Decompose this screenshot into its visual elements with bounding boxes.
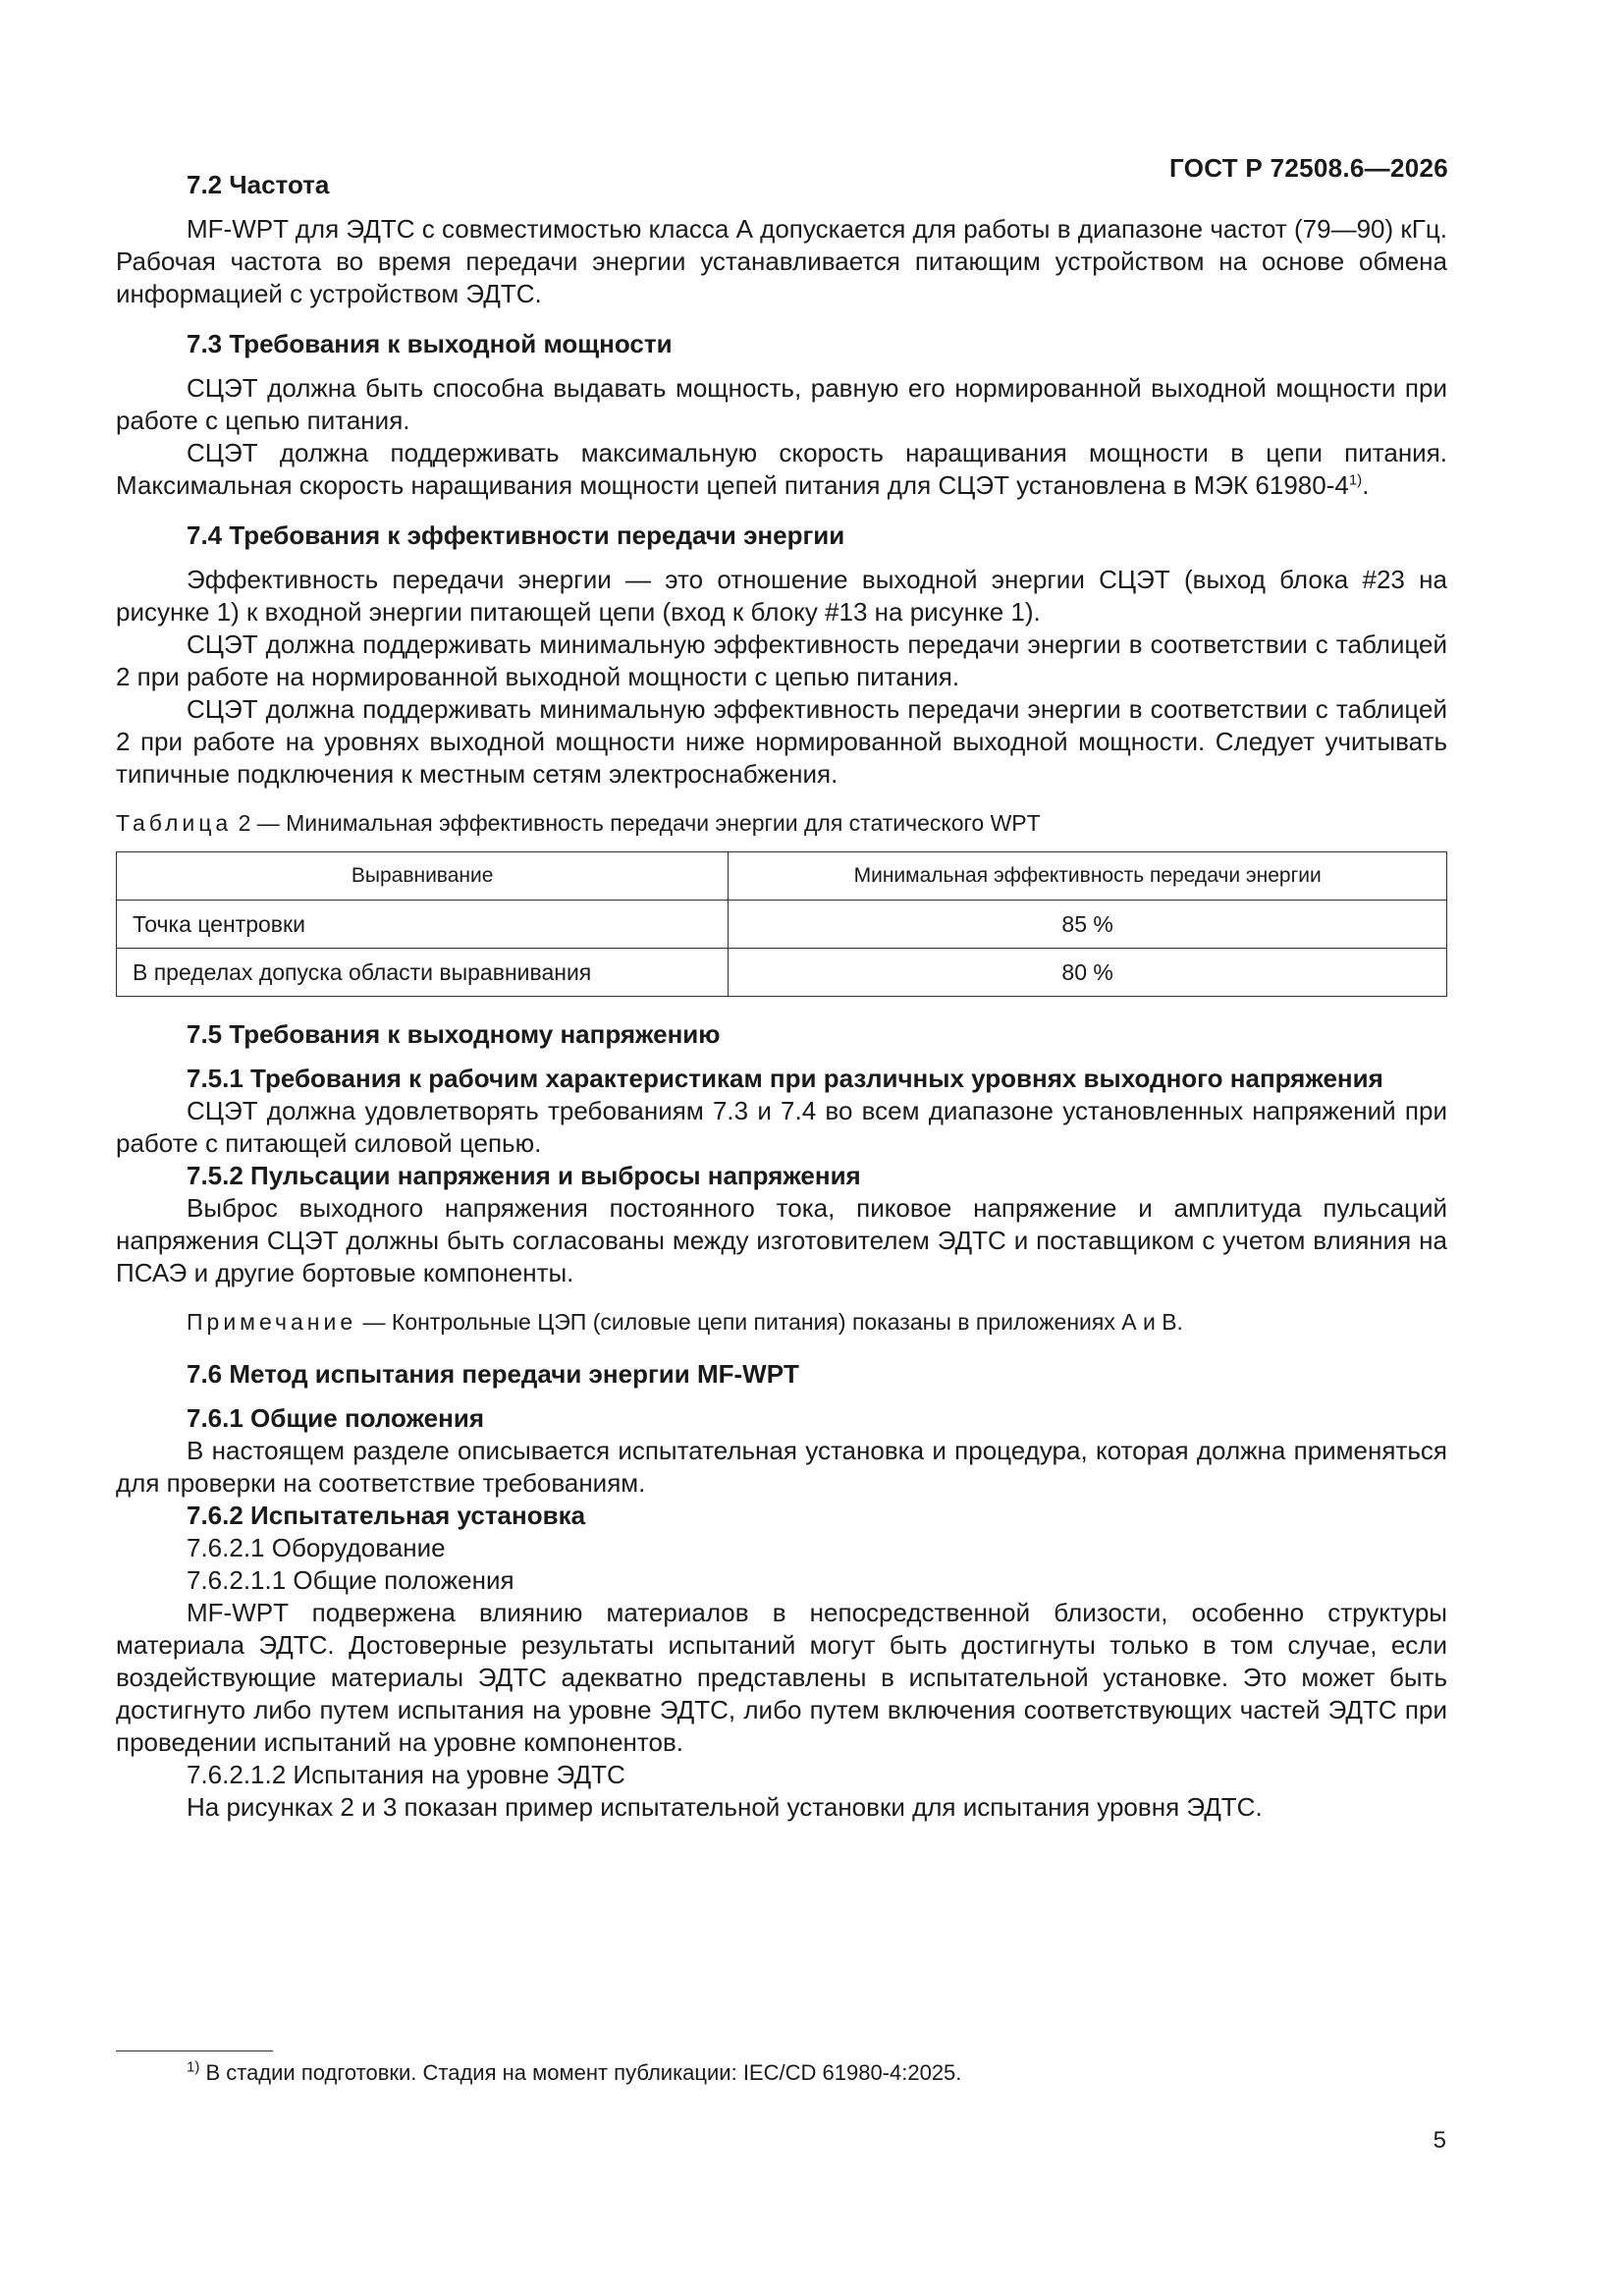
paragraph-7-5-2: Выброс выходного напряжения постоянного тока, пиковое напряжение и амплитуда пульсаций напряжения СЦЭТ должны быть согласованы между изготовителем ЭДТС и поставщиком с учетом влияния на ПСАЭ и другие бортовые компоненты. bbox=[116, 1193, 1447, 1287]
table-caption-text: 2 — Минимальная эффективность передачи энергии для статического WPT bbox=[232, 810, 1041, 836]
paragraph-7-6-1: В настоящем разделе описывается испытательная установка и процедура, которая должна применяться для проверки на соответствие требованиям. bbox=[116, 1436, 1447, 1498]
footnote-ref: 1) bbox=[1348, 471, 1363, 489]
footnote-text: В стадии подготовки. Стадия на момент публикации: IEC/CD 61980-4:2025. bbox=[199, 2060, 962, 2085]
footnote bbox=[187, 2058, 961, 2088]
paragraph-7-5-1: СЦЭТ должна удовлетворять требованиям 7.3 и 7.4 во всем диапазоне установленных напряжений при работе с питающей силовой цепью. bbox=[116, 1096, 1447, 1158]
heading-7-6-2: 7.6.2 Испытательная установка bbox=[187, 1501, 586, 1530]
paragraph-7-3-2 bbox=[116, 437, 1447, 502]
heading-7-3: 7.3 Требования к выходной мощности bbox=[187, 329, 673, 358]
table-row bbox=[117, 949, 1447, 997]
table-header-alignment: Выравнивание bbox=[117, 852, 729, 901]
paragraph-7-3-2-text: СЦЭТ должна поддерживать максимальную скорость наращивания мощности в цепи питания. Максимальная скорость наращивания мощности цепей питания для СЦЭТ установлена в МЭК 61980-4 bbox=[116, 438, 1447, 500]
table-row bbox=[117, 901, 1447, 949]
table-cell: 85 % bbox=[729, 901, 1447, 949]
main-content bbox=[116, 157, 1447, 1824]
footnote-marker: 1) bbox=[187, 2058, 200, 2076]
item-7-6-2-1: 7.6.2.1 Оборудование bbox=[187, 1533, 446, 1562]
footnote-divider bbox=[116, 2050, 273, 2051]
paragraph-7-3-1: СЦЭТ должна быть способна выдавать мощность, равную его нормированной выходной мощности при работе с цепью питания. bbox=[116, 373, 1447, 435]
heading-7-6-1: 7.6.1 Общие положения bbox=[187, 1403, 484, 1433]
paragraph-7-6-2-1-2: На рисунках 2 и 3 показан пример испытательной установки для испытания уровня ЭДТС. bbox=[187, 1792, 1263, 1822]
heading-7-2: 7.2 Частота bbox=[187, 170, 330, 199]
page-number: 5 bbox=[1433, 2127, 1446, 2154]
note-label: Примечание bbox=[187, 1309, 357, 1335]
table-header-row bbox=[117, 852, 1447, 901]
table-2 bbox=[116, 851, 1447, 997]
note bbox=[116, 1307, 1447, 1337]
heading-7-5: 7.5 Требования к выходному напряжению bbox=[187, 1019, 721, 1049]
table-cell: Точка центровки bbox=[117, 901, 729, 949]
table-2-caption bbox=[116, 808, 1447, 838]
paragraph-7-4-2: СЦЭТ должна поддерживать минимальную эффективность передачи энергии в соответствии с таблицей 2 при работе на нормированной выходной мощности с цепью питания. bbox=[116, 629, 1447, 691]
item-7-6-2-1-1: 7.6.2.1.1 Общие положения bbox=[187, 1565, 514, 1595]
paragraph-7-6-2-1-1: MF-WPT подвержена влиянию материалов в непосредственной близости, особенно структуры материала ЭДТС. Достоверные результаты испытаний могут быть достигнуты только в том случае, если воздействующие материалы ЭДТС адекватно представлены в испытательной установке. Это может быть достигнуто либо путем испытания на уровне ЭДТС, либо путем включения соответствующих частей ЭДТС при проведении испытаний на уровне компонентов. bbox=[116, 1598, 1447, 1757]
paragraph-7-4-3: СЦЭТ должна поддерживать минимальную эффективность передачи энергии в соответствии с таблицей 2 при работе на уровнях выходной мощности ниже нормированной выходной мощности. Следует учитывать типичные подключения к местным сетям электроснабжения. bbox=[116, 694, 1447, 789]
table-label: Таблица bbox=[116, 810, 233, 836]
table-header-efficiency: Минимальная эффективность передачи энергии bbox=[729, 852, 1447, 901]
heading-7-4: 7.4 Требования к эффективности передачи энергии bbox=[187, 520, 845, 550]
paragraph-7-2: MF-WPT для ЭДТС с совместимостью класса А допускается для работы в диапазоне частот (79—90) кГц. Рабочая частота во время передачи энергии устанавливается питающим устройством на основе обмена информацией с устройством ЭДТС. bbox=[116, 214, 1447, 308]
paragraph-7-3-2-end: . bbox=[1362, 470, 1370, 500]
heading-7-5-2: 7.5.2 Пульсации напряжения и выбросы напряжения bbox=[187, 1161, 861, 1190]
note-text: — Контрольные ЦЭП (силовые цепи питания) показаны в приложениях А и В. bbox=[356, 1309, 1183, 1335]
paragraph-7-4-1: Эффективность передачи энергии — это отношение выходной энергии СЦЭТ (выход блока #23 на рисунке 1) к входной энергии питающей цепи (вход к блоку #13 на рисунке 1). bbox=[116, 565, 1447, 627]
table-cell: В пределах допуска области выравнивания bbox=[117, 949, 729, 997]
document-code: ГОСТ Р 72508.6—2026 bbox=[1169, 153, 1448, 183]
item-7-6-2-1-2: 7.6.2.1.2 Испытания на уровне ЭДТС bbox=[187, 1760, 625, 1789]
heading-7-5-1: 7.5.1 Требования к рабочим характеристикам при различных уровнях выходного напряжения bbox=[187, 1064, 1383, 1093]
table-cell: 80 % bbox=[729, 949, 1447, 997]
heading-7-6: 7.6 Метод испытания передачи энергии MF-WPT bbox=[187, 1359, 799, 1389]
